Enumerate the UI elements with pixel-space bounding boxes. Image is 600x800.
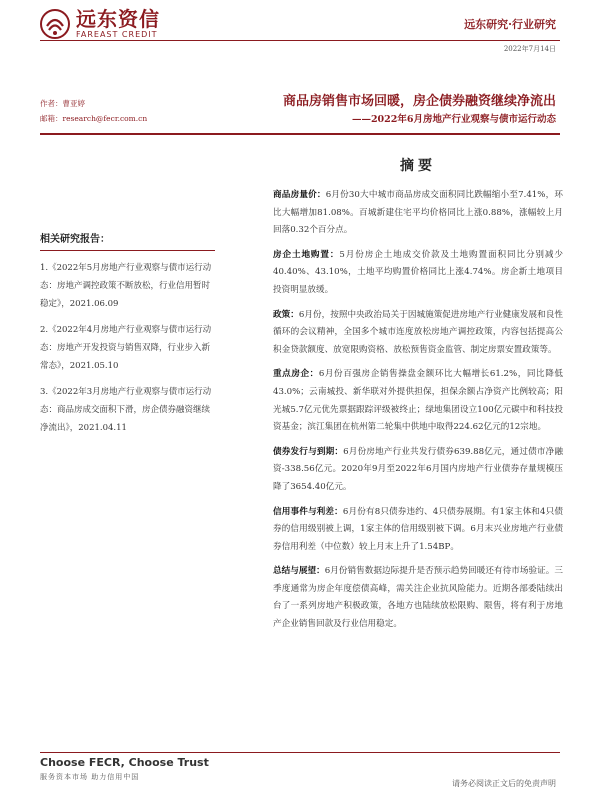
brand-name-en: FAREAST CREDIT (76, 30, 158, 39)
brand-name-cn: 远东资信 (76, 7, 160, 31)
related-reports-title: 相关研究报告： (40, 230, 215, 251)
report-title-block (176, 92, 556, 128)
report-title: 商品房销售市场回暖，房企债券融资继续净流出 (282, 94, 556, 109)
report-date: 2022年7月14日 (503, 45, 556, 53)
paragraph-text: 6月份30大中城市商品房成交面积同比跌幅缩小至7.41%，环比大幅增加81.08%。百城新建住宅平均价格同比上涨0.88%，涨幅较上月回落0.32个百分点。 (273, 190, 563, 236)
abstract-paragraph-land (273, 247, 563, 300)
paragraph-label: 重点房企： (273, 369, 319, 380)
abstract-section (273, 155, 563, 641)
abstract-paragraph-credit (273, 504, 563, 557)
footer-tagline: 服务资本市场 助力信用中国 (40, 773, 140, 781)
author-name: 作者：曹亚婷 (40, 99, 85, 108)
footer-disclaimer: 请务必阅读正文后的免责声明 (452, 779, 556, 788)
abstract-heading: 摘要 (400, 158, 436, 174)
paragraph-label: 信用事件与利差： (273, 506, 343, 517)
footer-branding (40, 756, 209, 782)
related-report-item[interactable]: 2.《2022年4月房地产行业观察与债市运行动态：房地产开发投资与销售双降，行业步入新常态》，2021.05.10 (40, 325, 212, 371)
header-divider (40, 40, 560, 41)
paragraph-label: 商品房量价： (273, 190, 326, 200)
report-subtitle: ——2022年6月房地产行业观察与债市运行动态 (351, 114, 556, 125)
abstract-paragraph-price (273, 187, 563, 240)
brand-logo (40, 8, 160, 39)
title-divider (40, 133, 560, 135)
abstract-paragraph-policy (273, 307, 563, 360)
paragraph-text: 5月份房企土地成交价款及土地购置面积同比分别减少40.40%、43.10%，土地平均购置价格同比上涨4.74%。房企新土地项目投资明显放缓。 (273, 249, 563, 295)
author-email: 邮箱：research@fecr.com.cn (40, 114, 148, 123)
fareast-logo-icon (40, 9, 70, 39)
paragraph-label: 政策： (273, 309, 299, 320)
paragraph-text: 6月份百强房企销售操盘金额环比大幅增长61.2%，同比降低43.0%；云南城投、新华联对外提供担保，担保余额占净资产比例较高；阳光城5.7亿元优先票据跟踪评级被终止；绿地集团设立100亿元碳中和科技投资基金；滨江集团在杭州第二轮集中供地中取得224.62亿元的12宗地。 (273, 369, 563, 433)
paragraph-text: 6月份有8只债券违约、4只债券展期。有1家主体和4只债券的信用级别被上调，1家主体的信用级别被下调。6月末兴业房地产行业债券信用利差（中位数）较上月末上升了1.54BP。 (273, 506, 563, 552)
paragraph-text: 6月份销售数据边际提升是否预示趋势回暖还有待市场验证。三季度通常为房企年度偿债高峰，需关注企业抗风险能力。近期各部委陆续出台了一系列房地产积极政策，各地方也陆续放松限购、限售，将有利于房地产企业销售回款及行业信用稳定。 (273, 566, 563, 630)
related-report-item[interactable]: 1.《2022年5月房地产行业观察与债市运行动态：房地产调控政策不断放松，行业信用暂时稳定》，2021.06.09 (40, 263, 212, 309)
paragraph-label: 总结与展望： (273, 566, 325, 577)
related-report-item[interactable]: 3.《2022年3月房地产行业观察与债市运行动态：商品房成交面积下滑，房企债券融资继续净流出》，2021.04.11 (40, 387, 212, 433)
report-category: 远东研究·行业研究 (464, 18, 556, 31)
paragraph-label: 债券发行与到期： (273, 446, 344, 457)
footer-slogan: Choose FECR, Choose Trust (40, 756, 209, 769)
abstract-paragraph-bonds (273, 444, 563, 497)
author-info (40, 96, 147, 126)
paragraph-text: 6月份，按照中央政治局关于因城施策促进房地产行业健康发展和良性循环的会议精神，全国多个城市连度放松房地产调控政策，内容包括提高公积金贷款额度、放宽限购资格、放松预售资金监管、制定房票安置政策等。 (273, 309, 563, 355)
paragraph-label: 房企土地购置： (273, 249, 340, 260)
page-header (0, 0, 600, 90)
related-reports-sidebar (40, 230, 215, 437)
abstract-paragraph-outlook (273, 563, 563, 633)
abstract-paragraph-developers (273, 366, 563, 436)
paragraph-text: 6月份房地产行业共发行债券639.88亿元，通过债市净融资-338.56亿元。2020年9月至2022年6月国内房地产行业债券存量规模压降了3654.40亿元。 (273, 446, 563, 492)
footer-divider (40, 752, 560, 753)
